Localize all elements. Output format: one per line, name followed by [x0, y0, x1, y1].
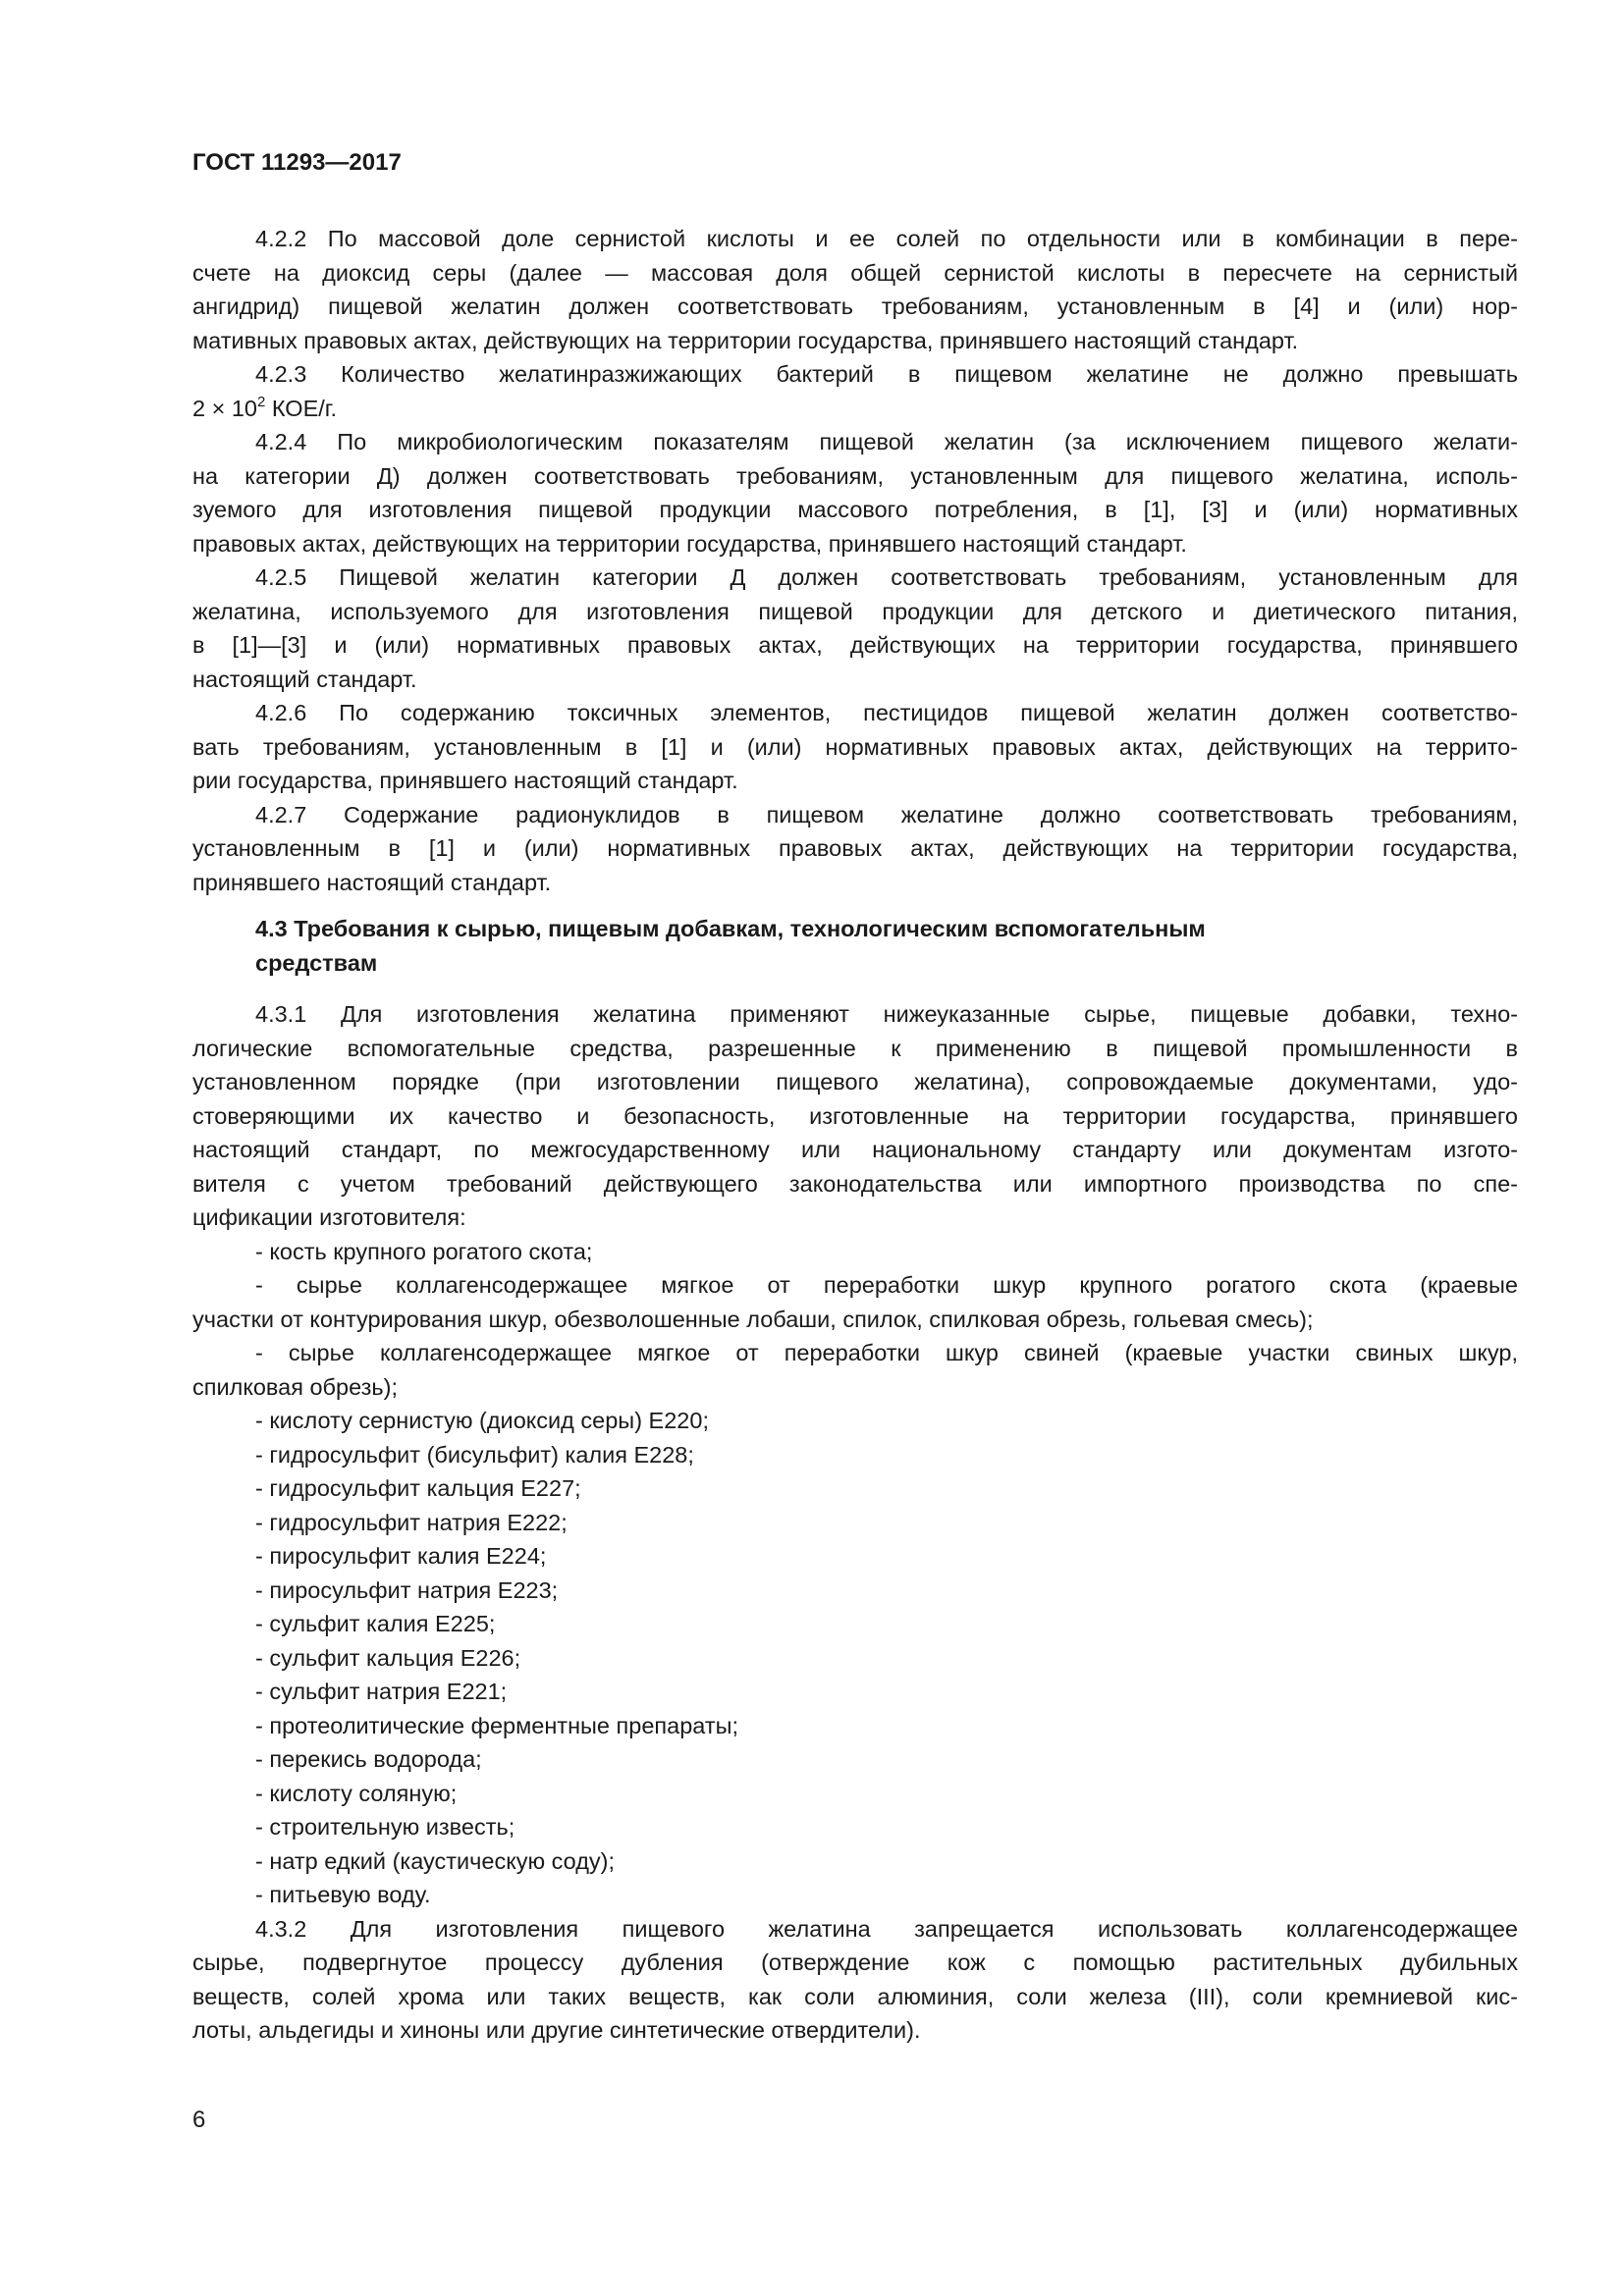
list-item: [192, 1539, 1518, 1574]
section-4-3: [192, 997, 1518, 2048]
list-item: [192, 1641, 1518, 1676]
list-item: [192, 1878, 1518, 1912]
text-line: 4.2.4 По микробиологическим показателям пищевой желатин (за исключением пищевого желати-: [255, 429, 1518, 454]
heading-line: 4.3 Требования к сырью, пищевым добавкам, технологическим вспомогательным: [255, 916, 1206, 941]
document-body: [192, 222, 1518, 2048]
section-heading-4-3: [192, 912, 1518, 980]
paragraph: [192, 696, 1518, 798]
text-line: - кислоту сернистую (диоксид серы) Е220;: [255, 1408, 709, 1433]
list-item: [192, 1506, 1518, 1540]
page-number: 6: [192, 2107, 206, 2133]
paragraph: [192, 425, 1518, 561]
text-line: - кислоту соляную;: [255, 1780, 458, 1806]
list-item: [192, 1709, 1518, 1743]
text-line: - сульфит калия Е225;: [255, 1611, 496, 1636]
text-line: - натр едкий (каустическую соду);: [255, 1847, 616, 1874]
text-line: на категории Д) должен соответствовать требованиям, установленным для пищевого желатина, исполь-: [192, 462, 1518, 489]
text-line: - гидросульфит (бисульфит) калия Е228;: [255, 1441, 694, 1468]
text-line: - сульфит кальция Е226;: [255, 1644, 521, 1671]
paragraph: [192, 997, 1518, 1235]
list-item: [192, 1574, 1518, 1608]
text-line: 4.2.2 По массовой доле сернистой кислоты и ее солей по отдельности или в комбинации в пере-: [255, 226, 1518, 251]
text-line: сырье, подвергнутое процессу дубления (отверждение кож с помощью растительных дубильных: [192, 1949, 1518, 1975]
text-line: - строительную известь;: [255, 1814, 515, 1840]
text-line: логические вспомогательные средства, разрешенные к применению в пищевой промышленности в: [192, 1035, 1518, 1061]
text-line: 4.2.6 По содержанию токсичных элементов, пестицидов пищевой желатин должен соответство-: [255, 700, 1518, 725]
text-line: - протеолитические ферментные препараты;: [255, 1712, 738, 1738]
list-item: [192, 1844, 1518, 1879]
text-line: веществ, солей хрома или таких веществ, как соли алюминия, соли железа (III), соли кремниевой кис-: [192, 1983, 1518, 2009]
text-line: настоящий стандарт, по межгосударственному или национальному стандарту или документам изгото-: [192, 1137, 1518, 1162]
document-header: ГОСТ 11293—2017: [192, 149, 402, 176]
text-line: - сульфит натрия Е221;: [255, 1679, 508, 1704]
text-line: - гидросульфит кальция Е227;: [255, 1475, 581, 1501]
text-line: - кость крупного рогатого скота;: [255, 1238, 593, 1264]
text-line: принявшего настоящий стандарт.: [192, 869, 552, 895]
text-line: счете на диоксид серы (далее — массовая доля общей сернистой кислоты в пересчете на сернистый: [192, 259, 1518, 286]
formula-line: [192, 392, 1518, 426]
text-line: в [1]—[3] и (или) нормативных правовых актах, действующих на территории государства, принявшего: [192, 632, 1518, 658]
paragraph: [192, 1912, 1518, 2048]
text-line: - пиросульфит натрия Е223;: [255, 1576, 559, 1603]
text-line: - перекись водорода;: [255, 1746, 482, 1772]
section-4-2: [192, 222, 1518, 899]
text-line: установленным в [1] и (или) нормативных правовых актах, действующих на территории государства,: [192, 835, 1518, 861]
text-line: вать требованиям, установленным в [1] и (или) нормативных правовых актах, действующих на террито-: [192, 733, 1518, 760]
list-item: [192, 1268, 1518, 1336]
text-line: 4.2.3 Количество желатинразжижающих бактерий в пищевом желатине не должно превышать: [255, 361, 1518, 387]
list-item: [192, 1742, 1518, 1777]
paragraph: [192, 561, 1518, 696]
list-item: [192, 1675, 1518, 1709]
text-line: правовых актах, действующих на территории государства, принявшего настоящий стандарт.: [192, 530, 1187, 557]
list-item: [192, 1810, 1518, 1844]
text-line: зуемого для изготовления пищевой продукции массового потребления, в [1], [3] и (или) нормативных: [192, 497, 1518, 522]
list-item: [192, 1404, 1518, 1438]
text-line: мативных правовых актах, действующих на территории государства, принявшего настоящий стандарт.: [192, 327, 1299, 353]
formula-unit: КОЕ/г.: [265, 395, 338, 421]
text-line: лоты, альдегиды и хиноны или другие синтетические отвердители).: [192, 2017, 921, 2043]
text-line: цификации изготовителя:: [192, 1204, 466, 1230]
text-line: 4.2.5 Пищевой желатин категории Д должен соответствовать требованиям, установленным для: [255, 564, 1518, 590]
text-line: желатина, используемого для изготовления пищевой продукции для детского и диетического питания,: [192, 598, 1518, 624]
list-item: [192, 1336, 1518, 1404]
list-item: [192, 1438, 1518, 1472]
list-item: [192, 1471, 1518, 1506]
text-line: стоверяющими их качество и безопасность, изготовленные на территории государства, принявшего: [192, 1102, 1518, 1129]
formula-base: 2 × 10: [192, 395, 257, 421]
list-item: [192, 1607, 1518, 1641]
text-line: ангидрид) пищевой желатин должен соответствовать требованиям, установленным в [4] и (или) нор-: [192, 294, 1518, 319]
text-line: рии государства, принявшего настоящий стандарт.: [192, 768, 738, 793]
text-line: 4.3.2 Для изготовления пищевого желатина запрещается использовать коллагенсодержащее: [255, 1915, 1518, 1942]
paragraph: [192, 222, 1518, 357]
paragraph: [192, 798, 1518, 900]
text-line: участки от контурирования шкур, обезволошенные лобаши, спилок, спилковая обрезь, гольевая смесь);: [192, 1306, 1314, 1332]
text-line: настоящий стандарт.: [192, 666, 417, 692]
text-line: - сырье коллагенсодержащее мягкое от переработки шкур крупного рогатого скота (краевые: [255, 1272, 1518, 1298]
text-line: установленном порядке (при изготовлении пищевого желатина), сопровождаемые документами, удо-: [192, 1069, 1518, 1095]
paragraph: [192, 357, 1518, 425]
text-line: - пиросульфит калия Е224;: [255, 1543, 547, 1569]
text-line: 4.2.7 Содержание радионуклидов в пищевом желатине должно соответствовать требованиям,: [255, 801, 1518, 828]
list-item: [192, 1235, 1518, 1269]
text-line: спилковая обрезь);: [192, 1373, 398, 1400]
text-line: вителя с учетом требований действующего законодательства или импортного производства по спе-: [192, 1170, 1518, 1197]
heading-line: средствам: [255, 949, 378, 976]
formula-exponent: 2: [257, 393, 266, 410]
list-item: [192, 1777, 1518, 1811]
text-line: - сырье коллагенсодержащее мягкое от переработки шкур свиней (краевые участки свиных шкур,: [255, 1340, 1518, 1365]
text-line: 4.3.1 Для изготовления желатина применяют нижеуказанные сырье, пищевые добавки, техно-: [255, 1001, 1518, 1027]
text-line: - гидросульфит натрия Е222;: [255, 1509, 568, 1535]
text-line: - питьевую воду.: [255, 1882, 431, 1907]
